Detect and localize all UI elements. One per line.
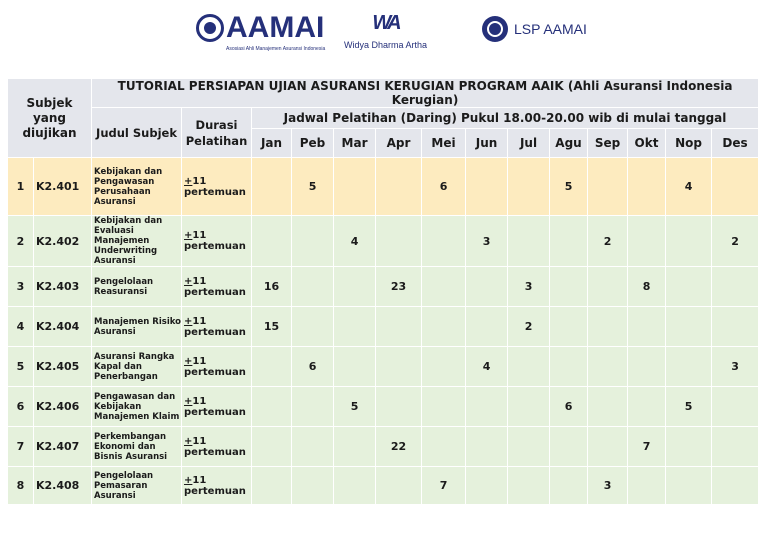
duration-text: 11 pertemuan bbox=[184, 175, 246, 198]
table-row bbox=[8, 267, 759, 307]
schedule-date bbox=[666, 307, 712, 347]
subject-code: K2.407 bbox=[34, 427, 92, 467]
duration-text: 11 pertemuan bbox=[184, 315, 246, 338]
duration-text: 11 pertemuan bbox=[184, 435, 246, 458]
duration-cell bbox=[182, 347, 252, 387]
schedule-date bbox=[252, 158, 292, 216]
subject-title: Kebijakan dan Pengawasan Perusahaan Asuransi bbox=[92, 158, 182, 216]
schedule-date: 6 bbox=[422, 158, 466, 216]
schedule-date: 16 bbox=[252, 267, 292, 307]
schedule-date bbox=[376, 216, 422, 267]
plus-minus-symbol: + bbox=[184, 230, 193, 241]
row-number: 1 bbox=[8, 158, 34, 216]
schedule-date: 15 bbox=[252, 307, 292, 347]
table-title: TUTORIAL PERSIAPAN UJIAN ASURANSI KERUGIAN PROGRAM AAIK (Ahli Asuransi Indonesia Kerugian) bbox=[92, 79, 759, 108]
schedule-date bbox=[628, 387, 666, 427]
schedule-date bbox=[712, 307, 759, 347]
duration-text: 11 pertemuan bbox=[184, 275, 246, 298]
schedule-date bbox=[628, 216, 666, 267]
schedule-date bbox=[628, 307, 666, 347]
subject-title: Perkembangan Ekonomi dan Bisnis Asuransi bbox=[92, 427, 182, 467]
schedule-date bbox=[252, 347, 292, 387]
subject-title: Pengelolaan Reasuransi bbox=[92, 267, 182, 307]
schedule-date bbox=[292, 467, 334, 505]
schedule-date bbox=[508, 467, 550, 505]
duration-cell bbox=[182, 216, 252, 267]
schedule-date bbox=[466, 267, 508, 307]
wda-name: Widya Dharma Artha bbox=[344, 40, 428, 50]
schedule-date bbox=[712, 387, 759, 427]
schedule-date bbox=[376, 347, 422, 387]
schedule-date bbox=[422, 387, 466, 427]
month-header: Peb bbox=[292, 129, 334, 158]
plus-minus-symbol: + bbox=[184, 474, 193, 486]
schedule-date bbox=[466, 307, 508, 347]
schedule-date: 2 bbox=[588, 216, 628, 267]
schedule-date bbox=[588, 387, 628, 427]
schedule-date bbox=[666, 427, 712, 467]
subject-code: K2.405 bbox=[34, 347, 92, 387]
schedule-date bbox=[292, 387, 334, 427]
month-header: Jun bbox=[466, 129, 508, 158]
table-row bbox=[8, 387, 759, 427]
schedule-date bbox=[588, 307, 628, 347]
month-header: Nop bbox=[666, 129, 712, 158]
subject-title: Manajemen Risiko Asuransi bbox=[92, 307, 182, 347]
schedule-date bbox=[422, 267, 466, 307]
durasi-header: Durasi Pelatihan bbox=[182, 108, 252, 158]
schedule-date: 4 bbox=[466, 347, 508, 387]
schedule-date bbox=[422, 307, 466, 347]
schedule-date bbox=[422, 427, 466, 467]
row-number: 4 bbox=[8, 307, 34, 347]
month-header: Sep bbox=[588, 129, 628, 158]
duration-cell bbox=[182, 467, 252, 505]
logo-bar bbox=[0, 10, 768, 58]
subject-title: Pengelolaan Pemasaran Asuransi bbox=[92, 467, 182, 505]
schedule-table bbox=[7, 78, 759, 505]
month-header: Okt bbox=[628, 129, 666, 158]
row-number: 6 bbox=[8, 387, 34, 427]
subject-title: Pengawasan dan Kebijakan Manajemen Klaim bbox=[92, 387, 182, 427]
subject-code: K2.402 bbox=[34, 216, 92, 267]
schedule-date: 7 bbox=[628, 427, 666, 467]
subject-title: Asuransi Rangka Kapal dan Penerbangan bbox=[92, 347, 182, 387]
table-row bbox=[8, 467, 759, 505]
schedule-date bbox=[292, 427, 334, 467]
schedule-date: 3 bbox=[508, 267, 550, 307]
schedule-date: 4 bbox=[666, 158, 712, 216]
aamai-emblem-icon bbox=[196, 14, 224, 42]
schedule-date bbox=[712, 467, 759, 505]
subject-code: K2.406 bbox=[34, 387, 92, 427]
jadwal-header: Jadwal Pelatihan (Daring) Pukul 18.00-20.00 wib di mulai tanggal bbox=[252, 108, 759, 129]
schedule-date: 2 bbox=[712, 216, 759, 267]
schedule-date bbox=[550, 216, 588, 267]
schedule-date bbox=[376, 467, 422, 505]
plus-minus-symbol: + bbox=[184, 435, 193, 447]
schedule-date bbox=[252, 216, 292, 267]
schedule-date: 3 bbox=[466, 216, 508, 267]
table-row bbox=[8, 427, 759, 467]
month-header: Des bbox=[712, 129, 759, 158]
month-header: Mar bbox=[334, 129, 376, 158]
schedule-date bbox=[666, 267, 712, 307]
schedule-date bbox=[628, 158, 666, 216]
schedule-date bbox=[628, 347, 666, 387]
schedule-date: 6 bbox=[292, 347, 334, 387]
schedule-date bbox=[712, 427, 759, 467]
subject-title: Kebijakan dan Evaluasi Manajemen Underwriting Asuransi bbox=[92, 216, 182, 267]
schedule-date bbox=[252, 467, 292, 505]
schedule-date: 6 bbox=[550, 387, 588, 427]
row-number: 7 bbox=[8, 427, 34, 467]
schedule-date: 3 bbox=[712, 347, 759, 387]
row-number: 3 bbox=[8, 267, 34, 307]
schedule-date bbox=[550, 467, 588, 505]
duration-cell bbox=[182, 267, 252, 307]
subjek-header: Subjek yang diujikan bbox=[8, 79, 92, 158]
schedule-date bbox=[666, 467, 712, 505]
judul-header: Judul Subjek bbox=[92, 108, 182, 158]
schedule-date: 8 bbox=[628, 267, 666, 307]
schedule-date bbox=[376, 387, 422, 427]
schedule-date: 7 bbox=[422, 467, 466, 505]
schedule-date bbox=[508, 158, 550, 216]
schedule-date bbox=[588, 347, 628, 387]
schedule-date bbox=[508, 347, 550, 387]
month-header: Apr bbox=[376, 129, 422, 158]
table-row bbox=[8, 307, 759, 347]
schedule-body bbox=[8, 158, 759, 505]
lsp-seal-icon bbox=[482, 16, 508, 42]
schedule-date bbox=[712, 267, 759, 307]
wda-mark-icon: WA bbox=[372, 12, 399, 34]
schedule-date: 23 bbox=[376, 267, 422, 307]
subject-code: K2.408 bbox=[34, 467, 92, 505]
table-row bbox=[8, 158, 759, 216]
schedule-date bbox=[334, 307, 376, 347]
month-header: Mei bbox=[422, 129, 466, 158]
aamai-logo bbox=[196, 11, 326, 52]
duration-text: 11 pertemuan bbox=[184, 474, 246, 497]
plus-minus-symbol: + bbox=[184, 395, 193, 407]
schedule-date bbox=[422, 347, 466, 387]
subject-code: K2.404 bbox=[34, 307, 92, 347]
duration-text: 11 pertemuan bbox=[184, 395, 246, 418]
schedule-date bbox=[292, 307, 334, 347]
table-row bbox=[8, 347, 759, 387]
schedule-date bbox=[334, 158, 376, 216]
subject-code: K2.403 bbox=[34, 267, 92, 307]
duration-cell bbox=[182, 387, 252, 427]
row-number: 5 bbox=[8, 347, 34, 387]
schedule-date bbox=[334, 267, 376, 307]
schedule-date bbox=[292, 216, 334, 267]
wda-logo bbox=[344, 12, 427, 50]
schedule-date bbox=[550, 267, 588, 307]
schedule-date bbox=[252, 387, 292, 427]
lsp-logo bbox=[482, 16, 587, 42]
schedule-date bbox=[466, 387, 508, 427]
month-header: Agu bbox=[550, 129, 588, 158]
schedule-date bbox=[334, 347, 376, 387]
schedule-date bbox=[466, 158, 508, 216]
aamai-wordmark: AAMAI bbox=[226, 11, 325, 44]
schedule-date bbox=[666, 347, 712, 387]
schedule-date bbox=[466, 427, 508, 467]
schedule-date: 5 bbox=[292, 158, 334, 216]
schedule-date bbox=[508, 387, 550, 427]
schedule-date bbox=[466, 467, 508, 505]
schedule-date bbox=[508, 427, 550, 467]
subject-code: K2.401 bbox=[34, 158, 92, 216]
schedule-date bbox=[588, 427, 628, 467]
plus-minus-symbol: + bbox=[184, 175, 193, 187]
schedule-date: 3 bbox=[588, 467, 628, 505]
plus-minus-symbol: + bbox=[184, 355, 193, 367]
schedule-date bbox=[628, 467, 666, 505]
lsp-name: LSP AAMAI bbox=[514, 21, 587, 37]
plus-minus-symbol: + bbox=[184, 315, 193, 327]
schedule-date bbox=[588, 267, 628, 307]
row-number: 8 bbox=[8, 467, 34, 505]
schedule-date: 5 bbox=[666, 387, 712, 427]
schedule-date bbox=[376, 307, 422, 347]
schedule-date: 5 bbox=[334, 387, 376, 427]
duration-cell bbox=[182, 307, 252, 347]
plus-minus-symbol: + bbox=[184, 275, 193, 287]
schedule-date bbox=[588, 158, 628, 216]
duration-text: 11 pertemuan bbox=[184, 230, 246, 252]
month-header: Jul bbox=[508, 129, 550, 158]
schedule-date bbox=[550, 307, 588, 347]
schedule-date bbox=[252, 427, 292, 467]
row-number: 2 bbox=[8, 216, 34, 267]
duration-cell bbox=[182, 158, 252, 216]
schedule-date bbox=[422, 216, 466, 267]
schedule-date: 4 bbox=[334, 216, 376, 267]
month-header: Jan bbox=[252, 129, 292, 158]
table-row bbox=[8, 216, 759, 267]
schedule-date: 5 bbox=[550, 158, 588, 216]
schedule-date bbox=[550, 347, 588, 387]
duration-cell bbox=[182, 427, 252, 467]
schedule-date bbox=[334, 467, 376, 505]
schedule-date bbox=[376, 158, 422, 216]
schedule-date: 2 bbox=[508, 307, 550, 347]
schedule-date bbox=[712, 158, 759, 216]
schedule-date: 22 bbox=[376, 427, 422, 467]
schedule-date bbox=[550, 427, 588, 467]
duration-text: 11 pertemuan bbox=[184, 355, 246, 378]
schedule-date bbox=[666, 216, 712, 267]
aamai-tagline: Asosiasi Ahli Manajemen Asuransi Indonesia bbox=[226, 46, 326, 52]
schedule-date bbox=[508, 216, 550, 267]
schedule-date bbox=[292, 267, 334, 307]
schedule-date bbox=[334, 427, 376, 467]
